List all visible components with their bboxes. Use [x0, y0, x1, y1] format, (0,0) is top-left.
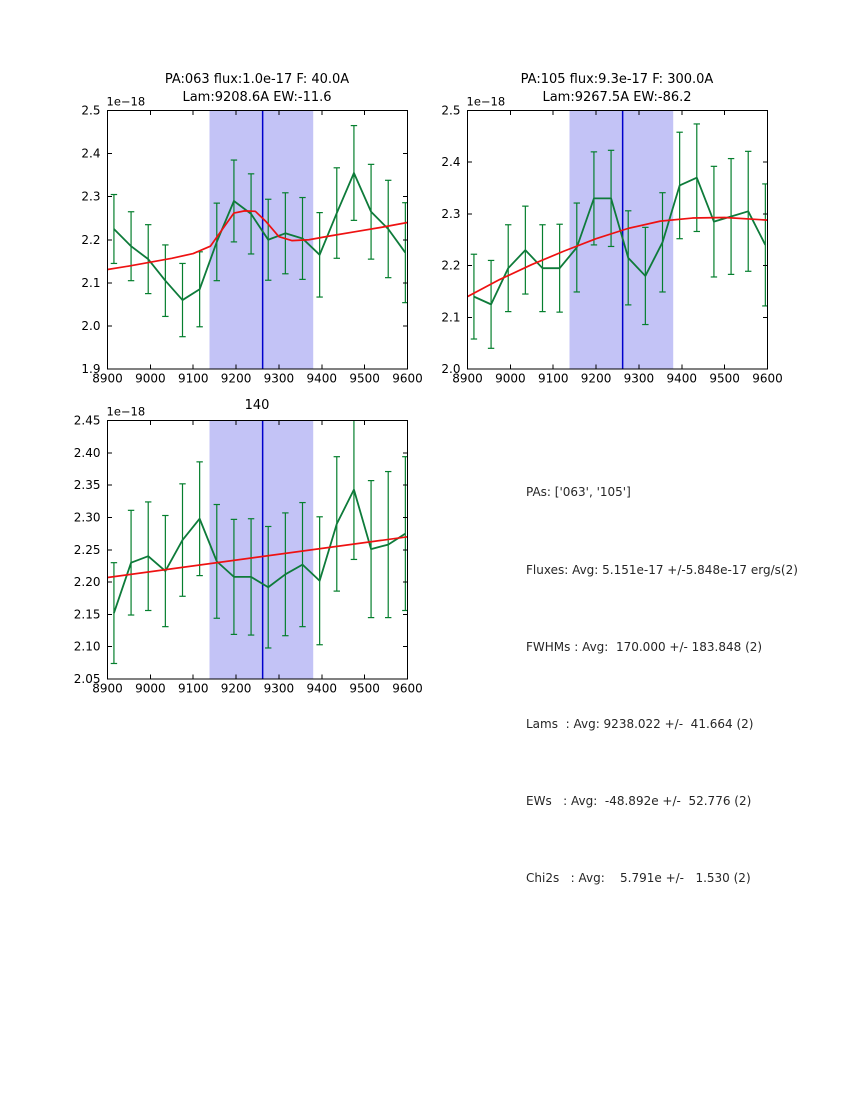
x-tick-label: 9200 [220, 681, 252, 696]
y-tick-label: 1.9 [81, 362, 101, 376]
x-tick-label: 9500 [709, 371, 740, 386]
x-tick-label: 8900 [92, 681, 123, 696]
stats-line-fluxes: Fluxes: Avg: 5.151e-17 +/-5.848e-17 erg/s(2) [526, 562, 798, 577]
stats-line-ews: EWs : Avg: -48.892e +/- 52.776 (2) [526, 793, 752, 808]
x-tick-label: 8900 [452, 371, 483, 386]
y-tick-label: 2.30 [73, 510, 101, 525]
y-tick-label: 2.2 [81, 232, 101, 247]
y-tick-label: 2.05 [73, 672, 101, 686]
y-axis-offset-label: 1e−18 [106, 94, 146, 109]
plot2-title-line1: PA:105 flux:9.3e-17 F: 300.0A [520, 72, 714, 87]
x-tick-label: 9300 [263, 371, 295, 386]
y-tick-label: 2.45 [73, 413, 101, 428]
y-tick-label: 2.5 [441, 103, 461, 118]
y-tick-label: 2.10 [73, 639, 101, 654]
plot1-title-line2: Lam:9208.6A EW:-11.6 [182, 89, 332, 105]
fit-region-band [570, 111, 674, 370]
plot3-title-line1: 140 [244, 398, 270, 413]
x-tick-label: 9300 [623, 371, 655, 386]
stats-line-lams: Lams : Avg: 9238.022 +/- 41.664 (2) [526, 716, 754, 731]
y-axis-offset-label: 1e−18 [466, 94, 506, 109]
plot1-title-line1: PA:063 flux:1.0e-17 F: 40.0A [164, 72, 350, 87]
plot1-title [107, 71, 407, 106]
stats-line-chi2s: Chi2s : Avg: 5.791e +/- 1.530 (2) [526, 870, 751, 885]
x-tick-label: 9000 [495, 371, 526, 386]
y-axis-offset-label: 1e−18 [106, 404, 146, 419]
y-tick-label: 2.15 [73, 607, 101, 622]
plot-2 [441, 95, 782, 386]
x-tick-label: 9400 [306, 371, 338, 386]
x-tick-label: 9600 [392, 681, 423, 696]
stats-line-pas: PAs: ['063', '105'] [526, 485, 631, 500]
plot-1 [81, 95, 422, 386]
plot3-title [107, 397, 407, 415]
plot2-title [467, 71, 767, 106]
x-tick-label: 9300 [263, 681, 295, 696]
y-tick-label: 2.4 [441, 155, 461, 170]
stats-line-fwhms: FWHMs : Avg: 170.000 +/- 183.848 (2) [526, 639, 763, 654]
y-tick-label: 2.3 [441, 206, 461, 221]
stats-panel [526, 429, 798, 943]
x-tick-label: 9500 [349, 371, 380, 386]
x-tick-label: 8900 [92, 371, 123, 386]
x-tick-label: 9400 [666, 371, 698, 386]
x-tick-label: 9200 [220, 371, 252, 386]
y-tick-label: 2.4 [81, 146, 101, 161]
y-tick-label: 2.1 [441, 310, 461, 325]
y-tick-label: 2.35 [73, 478, 101, 493]
x-tick-label: 9500 [349, 681, 380, 696]
y-tick-label: 2.25 [73, 542, 101, 557]
y-tick-label: 2.3 [81, 189, 101, 204]
x-tick-label: 9600 [392, 371, 423, 386]
x-tick-label: 9600 [752, 371, 783, 386]
x-tick-label: 9400 [306, 681, 338, 696]
x-tick-label: 9200 [580, 371, 612, 386]
plot2-title-line2: Lam:9267.5A EW:-86.2 [542, 89, 692, 105]
y-tick-label: 2.1 [81, 275, 101, 290]
x-tick-label: 9000 [135, 371, 166, 386]
y-tick-label: 2.20 [73, 575, 101, 590]
plot-3 [74, 405, 423, 696]
x-tick-label: 9100 [537, 371, 569, 386]
x-tick-label: 9100 [177, 371, 209, 386]
y-tick-label: 2.0 [81, 318, 101, 333]
y-tick-label: 2.40 [73, 445, 101, 460]
y-tick-label: 2.0 [441, 362, 461, 376]
y-tick-label: 2.5 [81, 103, 101, 118]
x-tick-label: 9000 [135, 681, 166, 696]
x-tick-label: 9100 [177, 681, 209, 696]
fit-region-band [210, 421, 314, 680]
y-tick-label: 2.2 [441, 258, 461, 273]
